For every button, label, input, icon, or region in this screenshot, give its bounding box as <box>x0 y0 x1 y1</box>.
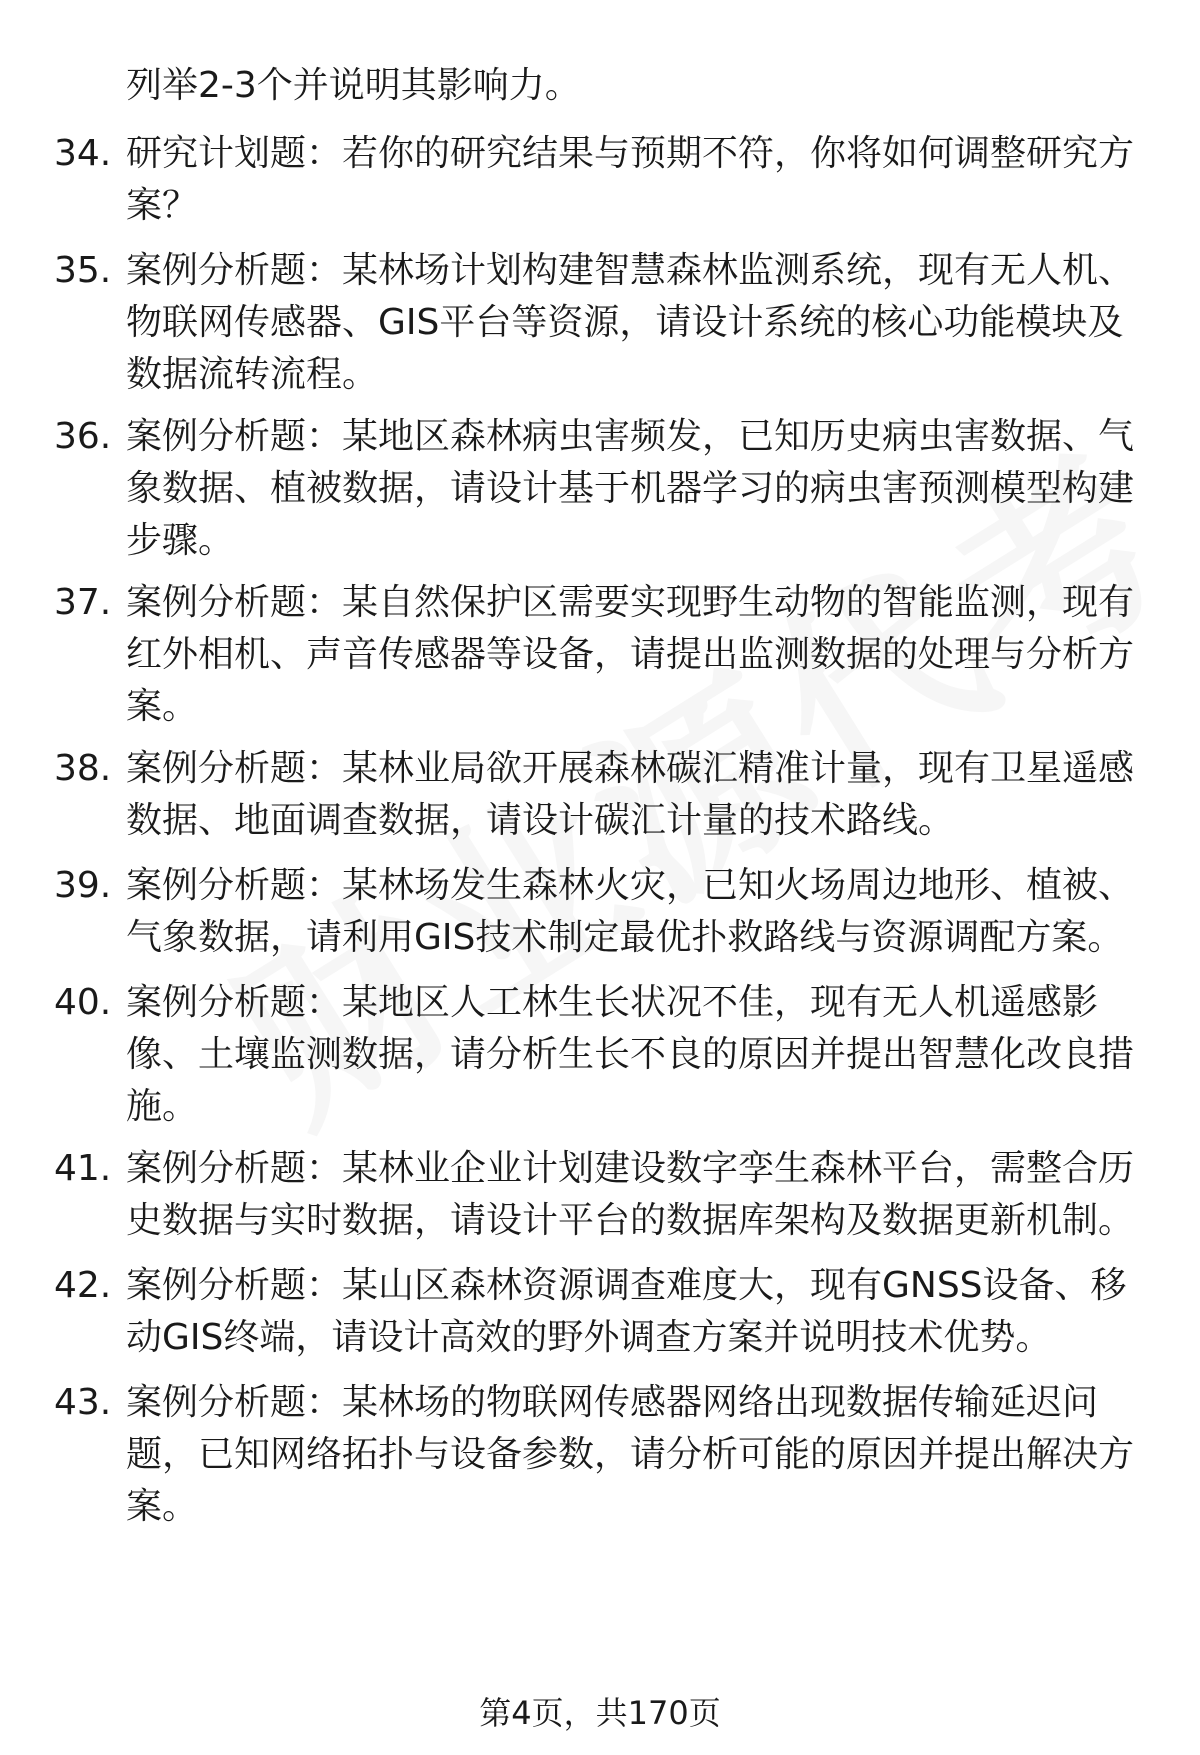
question-text: 案例分析题：某林场的物联网传感器网络出现数据传输延迟问题，已知网络拓扑与设备参数，请分析可能的原因并提出解决方案。 <box>126 1382 1135 1527</box>
question-text: 案例分析题：某地区森林病虫害频发，已知历史病虫害数据、气象数据、植被数据，请设计基于机器学习的病虫害预测模型构建步骤。 <box>126 416 1135 561</box>
question-number: 41. <box>54 1148 112 1189</box>
question-text: 案例分析题：某林业局欲开展森林碳汇精准计量，现有卫星遥感数据、地面调查数据，请设计碳汇计量的技术路线。 <box>126 748 1135 841</box>
question-text: 案例分析题：某林场发生森林火灾，已知火场周边地形、植被、气象数据，请利用GIS技术制定最优扑救路线与资源调配方案。 <box>126 865 1135 958</box>
question-number: 37. <box>54 582 112 623</box>
question-text: 案例分析题：某地区人工林生长状况不佳，现有无人机遥感影像、土壤监测数据，请分析生长不良的原因并提出智慧化改良措施。 <box>126 982 1135 1127</box>
question-number: 36. <box>54 416 112 457</box>
question-number: 35. <box>54 250 112 291</box>
continued-text: 列举2-3个并说明其影响力。 <box>126 65 581 106</box>
question-number: 43. <box>54 1382 112 1423</box>
question-text: 案例分析题：某山区森林资源调查难度大，现有GNSS设备、移动GIS终端，请设计高效的野外调查方案并说明技术优势。 <box>126 1265 1127 1358</box>
question-number: 40. <box>54 982 112 1023</box>
question-number: 38. <box>54 748 112 789</box>
question-number: 42. <box>54 1265 112 1306</box>
question-number: 34. <box>54 133 112 174</box>
question-text: 案例分析题：某林业企业计划建设数字孪生森林平台，需整合历史数据与实时数据，请设计平台的数据库架构及数据更新机制。 <box>126 1148 1135 1241</box>
question-text: 案例分析题：某林场计划构建智慧森林监测系统，现有无人机、物联网传感器、GIS平台等资源，请设计系统的核心功能模块及数据流转流程。 <box>126 250 1135 395</box>
question-number: 39. <box>54 865 112 906</box>
question-text: 研究计划题：若你的研究结果与预期不符，你将如何调整研究方案？ <box>126 133 1135 226</box>
question-text: 案例分析题：某自然保护区需要实现野生动物的智能监测，现有红外相机、声音传感器等设备，请提出监测数据的处理与分析方案。 <box>126 582 1135 727</box>
page-number: 第4页，共170页 <box>479 1694 721 1732</box>
